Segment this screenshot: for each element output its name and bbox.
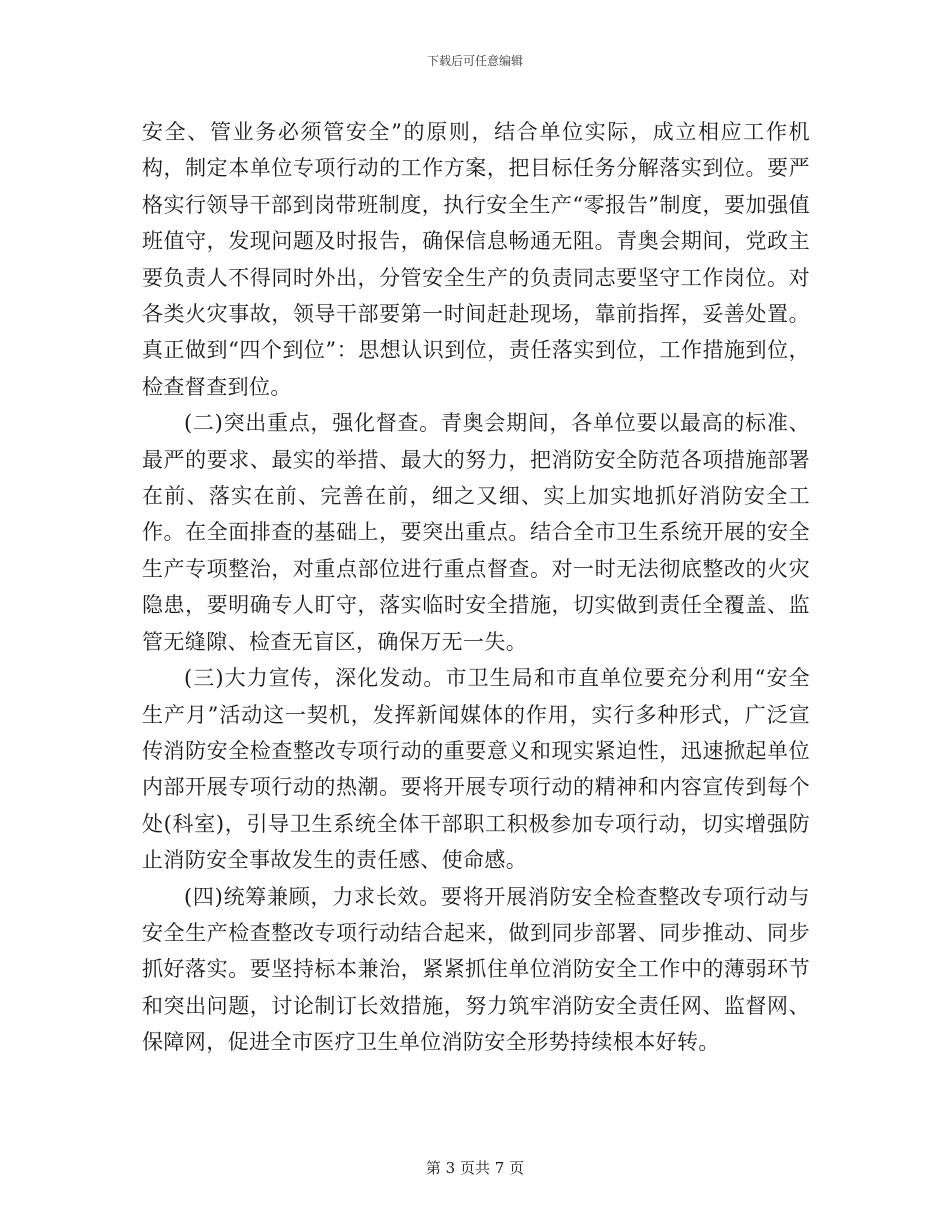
paragraph-continued: 安全、管业务必须管安全”的原则，结合单位实际，成立相应工作机构，制定本单位专项行动的工作方案，把目标任务分解落实到位。要严格实行领导干部到岗带班制度，执行安全生产“零报告”制度，要加强值班值守，发现问题及时报告，确保信息畅通无阻。青奥会期间，党政主要负责人不得同时外出，分管安全生产的负责同志要坚守工作岗位。对各类火灾事故，领导干部要第一时间赶赴现场，靠前指挥，妥善处置。真正做到“四个到位”：思想认识到位，责任落实到位，工作措施到位，检查督查到位。 (142, 120, 810, 399)
paragraph-section-2: (二)突出重点，强化督查。青奥会期间，各单位要以最高的标准、最严的要求、最实的举措、最大的努力，把消防安全防范各项措施部署在前、落实在前、完善在前，细之又细、实上加实地抓好消防安全工作。在全面排查的基础上，要突出重点。结合全市卫生系统开展的安全生产专项整治，对重点部位进行重点督查。对一时无法彻底整改的火灾隐患，要明确专人盯守，落实临时安全措施，切实做到责任全覆盖、监管无缝隙、检查无盲区，确保万无一失。 (142, 411, 810, 654)
page-header: 下载后可任意编辑 (426, 54, 523, 68)
paragraph-section-4: (四)统筹兼顾，力求长效。要将开展消防安全检查整改专项行动与安全生产检查整改专项行动结合起来，做到同步部署、同步推动、同步抓好落实。要坚持标本兼治，紧紧抓住单位消防安全工作中的薄弱环节和突出问题，讨论制订长效措施，努力筑牢消防安全责任网、监督网、保障网，促进全市医疗卫生单位消防安全形势持续根本好转。 (142, 884, 810, 1055)
document-body (142, 114, 810, 1061)
page-number: 第 3 页共 7 页 (425, 1159, 525, 1177)
paragraph-section-3: (三)大力宣传，深化发动。市卫生局和市直单位要充分利用“安全生产月”活动这一契机，发挥新闻媒体的作用，实行多种形式，广泛宣传消防安全检查整改专项行动的重要意义和现实紧迫性，迅速掀起单位内部开展专项行动的热潮。要将开展专项行动的精神和内容宣传到每个处(科室)，引导卫生系统全体干部职工积极参加专项行动，切实增强防止消防安全事故发生的责任感、使命感。 (142, 666, 810, 873)
